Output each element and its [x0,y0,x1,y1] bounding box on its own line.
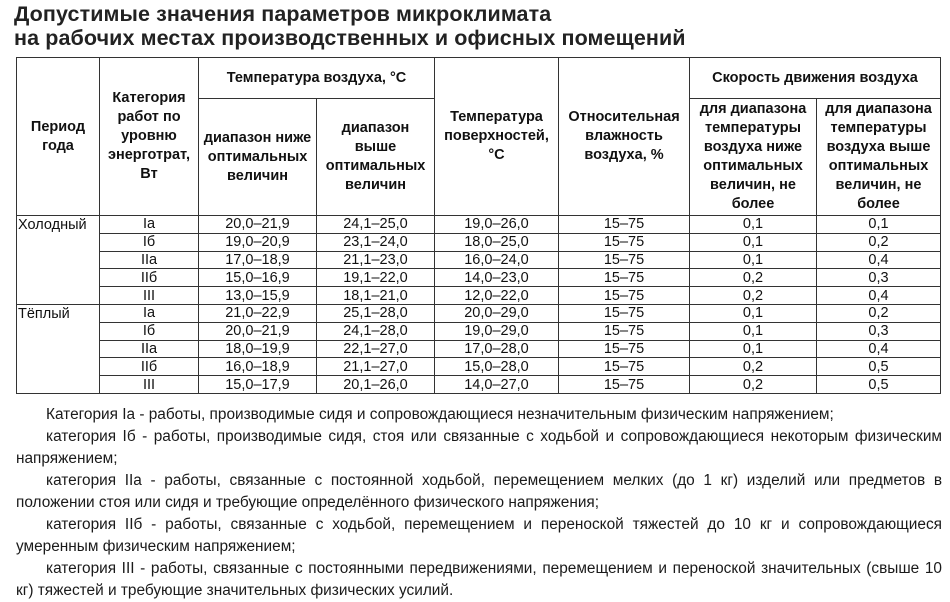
cell-speed-below: 0,1 [690,233,817,251]
cell-surface-temp: 16,0–24,0 [435,251,559,269]
cell-humidity: 15–75 [559,251,690,269]
category-notes [16,404,942,602]
cell-humidity: 15–75 [559,233,690,251]
table-row [17,304,941,322]
cell-air-temp-above: 23,1–24,0 [317,233,435,251]
cell-air-temp-above: 24,1–28,0 [317,322,435,340]
cell-air-temp-above: 21,1–27,0 [317,358,435,376]
table-row [17,216,941,234]
table-row [17,287,941,305]
note-category-2b: категория IIб - работы, связанные с ходьбой, перемещением и переноской тяжестей до 10 кг и сопровождающиеся умеренным физическим напряжением; [16,516,942,555]
cell-humidity: 15–75 [559,216,690,234]
cell-humidity: 15–75 [559,340,690,358]
cell-speed-above: 0,4 [817,287,941,305]
header-speed-below: для диапазона температуры воздуха ниже оптимальных величин, не более [690,99,817,216]
cell-air-temp-below: 16,0–18,9 [199,358,317,376]
cell-category: IIа [100,251,199,269]
note-category-1b: категория Iб - работы, производимые сидя, стоя или связанные с ходьбой и сопровождающиеся некоторым физическим напряжением; [16,428,942,467]
cell-air-temp-below: 15,0–16,9 [199,269,317,287]
cell-surface-temp: 20,0–29,0 [435,304,559,322]
note-category-1a: Категория Iа - работы, производимые сидя и сопровождающиеся незначительным физическим напряжением; [46,406,834,423]
cell-surface-temp: 19,0–26,0 [435,216,559,234]
title-line-1: Допустимые значения параметров микроклимата [14,2,552,26]
cell-period [17,251,100,269]
cell-speed-below: 0,1 [690,304,817,322]
cell-speed-above: 0,5 [817,358,941,376]
cell-period [17,376,100,394]
cell-period: Холодный [17,216,100,234]
cell-category: III [100,376,199,394]
cell-air-temp-below: 20,0–21,9 [199,216,317,234]
header-air-speed: Скорость движения воздуха [690,58,941,99]
note-category-2a: категория IIа - работы, связанные с постоянной ходьбой, перемещением мелких (до 1 кг) изделий или предметов в положении стоя или сидя и требующие определённого физического напряжения; [16,472,942,511]
header-period: Период года [17,58,100,216]
cell-period [17,287,100,305]
cell-speed-above: 0,4 [817,340,941,358]
header-surface-temp: Температура поверхностей, °С [435,58,559,216]
cell-air-temp-above: 19,1–22,0 [317,269,435,287]
cell-air-temp-below: 20,0–21,9 [199,322,317,340]
cell-period [17,340,100,358]
cell-humidity: 15–75 [559,269,690,287]
cell-humidity: 15–75 [559,322,690,340]
cell-speed-above: 0,3 [817,322,941,340]
cell-surface-temp: 17,0–28,0 [435,340,559,358]
table-row [17,358,941,376]
cell-speed-above: 0,2 [817,304,941,322]
cell-humidity: 15–75 [559,376,690,394]
cell-surface-temp: 19,0–29,0 [435,322,559,340]
header-air-temp: Температура воздуха, °С [199,58,435,99]
cell-speed-below: 0,2 [690,376,817,394]
header-speed-above: для диапазона температуры воздуха выше оптимальных величин, не более [817,99,941,216]
header-humidity: Относительная влажность воздуха, % [559,58,690,216]
cell-speed-below: 0,1 [690,322,817,340]
cell-category: Iа [100,304,199,322]
cell-speed-above: 0,1 [817,216,941,234]
cell-period: Тёплый [17,304,100,322]
cell-speed-below: 0,1 [690,340,817,358]
cell-category: IIа [100,340,199,358]
microclimate-table [16,57,941,394]
cell-speed-above: 0,4 [817,251,941,269]
cell-surface-temp: 14,0–23,0 [435,269,559,287]
header-air-temp-above: диапазон выше оптимальных величин [317,99,435,216]
cell-air-temp-above: 22,1–27,0 [317,340,435,358]
cell-speed-below: 0,1 [690,216,817,234]
cell-category: Iб [100,233,199,251]
cell-air-temp-below: 19,0–20,9 [199,233,317,251]
document-title [14,2,686,50]
cell-surface-temp: 14,0–27,0 [435,376,559,394]
cell-period [17,233,100,251]
table-row [17,322,941,340]
cell-air-temp-above: 21,1–23,0 [317,251,435,269]
cell-speed-below: 0,2 [690,287,817,305]
cell-category: IIб [100,358,199,376]
cell-air-temp-below: 21,0–22,9 [199,304,317,322]
cell-air-temp-below: 15,0–17,9 [199,376,317,394]
cell-speed-above: 0,2 [817,233,941,251]
cell-air-temp-below: 17,0–18,9 [199,251,317,269]
cell-humidity: 15–75 [559,358,690,376]
cell-air-temp-above: 18,1–21,0 [317,287,435,305]
cell-humidity: 15–75 [559,304,690,322]
header-air-temp-below: диапазон ниже оптимальных величин [199,99,317,216]
cell-speed-below: 0,2 [690,358,817,376]
table-row [17,376,941,394]
cell-category: Iа [100,216,199,234]
table-row [17,233,941,251]
cell-air-temp-below: 18,0–19,9 [199,340,317,358]
cell-speed-below: 0,1 [690,251,817,269]
cell-humidity: 15–75 [559,287,690,305]
cell-surface-temp: 12,0–22,0 [435,287,559,305]
cell-category: Iб [100,322,199,340]
table-row [17,340,941,358]
cell-period [17,322,100,340]
header-category: Категория работ по уровню энерготрат, Вт [100,58,199,216]
table-row [17,269,941,287]
cell-period [17,269,100,287]
cell-speed-above: 0,3 [817,269,941,287]
cell-period [17,358,100,376]
cell-speed-above: 0,5 [817,376,941,394]
title-line-2: на рабочих местах производственных и офисных помещений [14,26,686,50]
table-row [17,251,941,269]
cell-air-temp-above: 20,1–26,0 [317,376,435,394]
cell-surface-temp: 15,0–28,0 [435,358,559,376]
cell-surface-temp: 18,0–25,0 [435,233,559,251]
cell-category: III [100,287,199,305]
table-body [17,216,941,394]
cell-air-temp-below: 13,0–15,9 [199,287,317,305]
note-category-3: категория III - работы, связанные с постоянными передвижениями, перемещением и переноской значительных (свыше 10 кг) тяжестей и требующие значительных физических усилий. [16,560,942,599]
cell-air-temp-above: 25,1–28,0 [317,304,435,322]
cell-speed-below: 0,2 [690,269,817,287]
cell-category: IIб [100,269,199,287]
cell-air-temp-above: 24,1–25,0 [317,216,435,234]
